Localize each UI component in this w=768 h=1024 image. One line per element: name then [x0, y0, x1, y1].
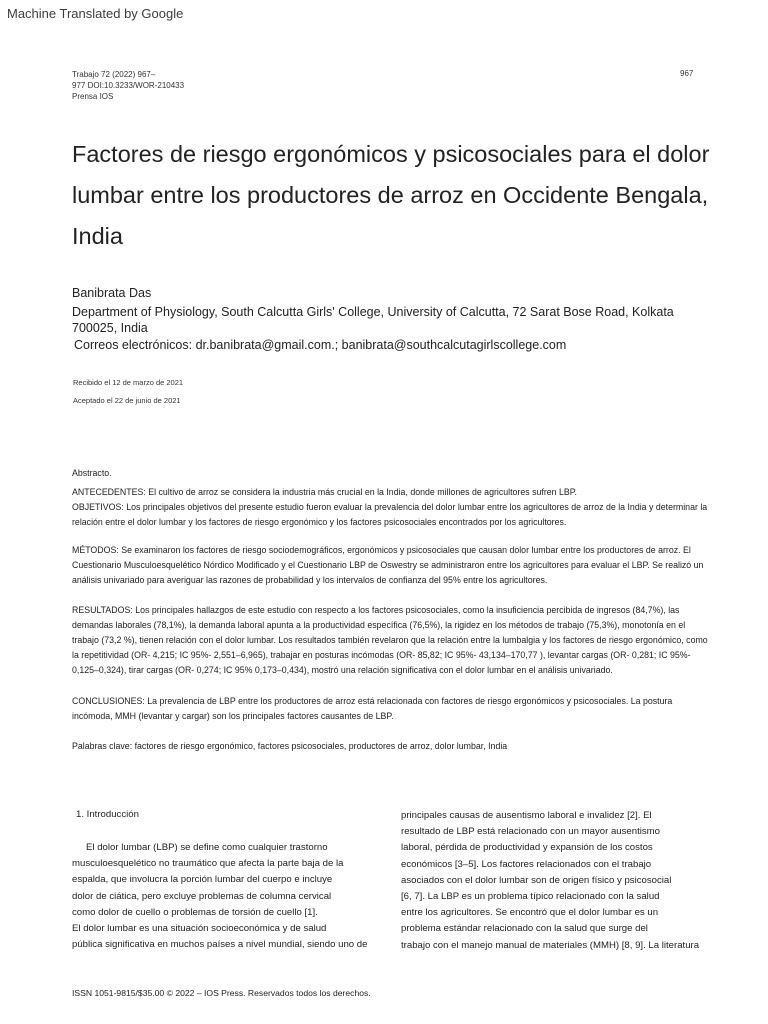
intro-right-line: resultado de LBP está relacionado con un mayor ausentismo — [401, 826, 661, 838]
journal-citation-line2: 977 DOI:10.3233/WOR-210433 — [72, 81, 185, 90]
journal-header — [72, 69, 184, 102]
intro-left-column — [72, 840, 392, 953]
abstract-objectives: OBJETIVOS: Los principales objetivos del presente estudio fueron evaluar la prevalencia del dolor lumbar entre los agricultores de arroz de la India y determinar la relación entre el dolor lumbar y los factores de riesgo ergonómico y los factores psicosociales encontrados por los agricultores. — [72, 502, 708, 528]
intro-left-line: como dolor de cuello o problemas de torsión de cuello [1]. — [72, 906, 318, 918]
intro-left-line: El dolor lumbar (LBP) se define como cualquier trastorno — [86, 842, 328, 853]
journal-citation-line1: Trabajo 72 (2022) 967– — [72, 70, 156, 79]
copyright-footer: ISSN 1051-9815/$35.00 © 2022 – IOS Press. Reservados todos los derechos. — [72, 988, 371, 998]
intro-right-line: entre los agricultores. Se encontró que el dolor lumbar es un — [401, 907, 659, 919]
intro-right-column — [401, 808, 721, 954]
intro-right-line: principales causas de ausentismo laboral e invalidez [2]. El — [401, 810, 652, 821]
page-number: 967 — [680, 69, 694, 78]
intro-right-line: asociados con el dolor lumbar son de origen físico y psicosocial — [401, 874, 672, 886]
author-emails: Correos electrónicos: dr.banibrata@gmail.com.; banibrata@southcalcutagirlscollege.com — [74, 338, 567, 352]
abstract-results: RESULTADOS: Los principales hallazgos de este estudio con respecto a los factores psicosociales, como la insuficiencia percibida de ingresos (84,7%), las demandas laborales (78,1%), la demanda laboral apunta a la productividad específica (76,5%), la rigidez en los métodos de trabajo (75,3%), monotonía en el trabajo (73,2 %), tienen relación con el dolor lumbar. Los resultados también revelaron que la relación entre la lumbalgia y los factores de riesgo ergonómico, como la repetitividad (OR- 4,215; IC 95%- 2,551–6,965), trabajar en posturas incómodas (OR- 85,82; IC 95%- 43,134–170,77 ), levantar cargas (OR- 0,281; IC 95%- 0,125–0,324), tirar cargas (OR- 0,274; IC 95% 0,173–0,434), mostró una relación significativa con el dolor lumbar en el análisis univariado. — [72, 605, 708, 676]
intro-left-line: pública significativa en muchos países a nivel mundial, siendo uno de — [72, 939, 368, 951]
intro-left-line: espalda, que involucra la porción lumbar del cuerpo e incluye — [72, 874, 333, 886]
intro-left-line: El dolor lumbar es una situación socioeconómica y de salud — [72, 923, 327, 935]
abstract-methods: MÉTODOS: Se examinaron los factores de riesgo sociodemográficos, ergonómicos y psicosociales que causan dolor lumbar entre los productores de arroz. El Cuestionario Musculoesquelético Nórdico Modificado y el Cuestionario LBP de Oswestry se administraron entre los agricultores para evaluar el LBP. Se realizó un análisis univariado para averiguar las razones de probabilidad y los intervalos de confianza del 95% entre los agricultores. — [72, 545, 704, 586]
publisher-name: Prensa IOS — [72, 92, 114, 101]
received-date: Recibido el 12 de marzo de 2021 — [73, 378, 184, 387]
abstract-conclusions: CONCLUSIONES: La prevalencia de LBP entre los productores de arroz está relacionada con factores de riesgo ergonómicos y psicosociales. La postura incómoda, MMH (levantar y cargar) son los principales factores causantes de LBP. — [72, 696, 673, 722]
intro-heading: 1. Introducción — [76, 809, 139, 820]
author-affiliation: Department of Physiology, South Calcutta Girls' College, University of Calcutta, 72 Sarat Bose Road, Kolkata 700025, India — [72, 305, 674, 335]
author-name: Banibrata Das — [72, 286, 152, 300]
intro-left-line: musculoesquelético no traumático que afecta la parte baja de la — [72, 858, 344, 870]
abstract-heading: Abstracto. — [72, 468, 112, 478]
intro-right-line: problema estándar relacionado con la salud que surge del — [401, 923, 648, 935]
intro-left-line: dolor de ciática, pero excluye problemas de columna cervical — [72, 890, 332, 902]
paper-title: Factores de riesgo ergonómicos y psicosociales para el dolor lumbar entre los productores de arroz en Occidente Bengala, India — [72, 141, 710, 249]
intro-right-line: [6, 7]. La LBP es un problema típico relacionado con la salud — [401, 891, 660, 903]
abstract-background: ANTECEDENTES: El cultivo de arroz se considera la industria más crucial en la India, donde millones de agricultores sufren LBP. — [72, 487, 577, 497]
intro-right-line: laboral, pérdida de productividad y expansión de los costos — [401, 842, 653, 854]
intro-right-line: económicos [3–5]. Los factores relacionados con el trabajo — [401, 858, 652, 870]
translation-banner: Machine Translated by Google — [7, 6, 184, 21]
intro-right-line: trabajo con el manejo manual de materiales (MMH) [8, 9]. La literatura — [401, 939, 700, 951]
accepted-date: Aceptado el 22 de junio de 2021 — [73, 396, 181, 405]
keywords: Palabras clave: factores de riesgo ergonómico, factores psicosociales, productores de arroz, dolor lumbar, India — [72, 741, 508, 751]
